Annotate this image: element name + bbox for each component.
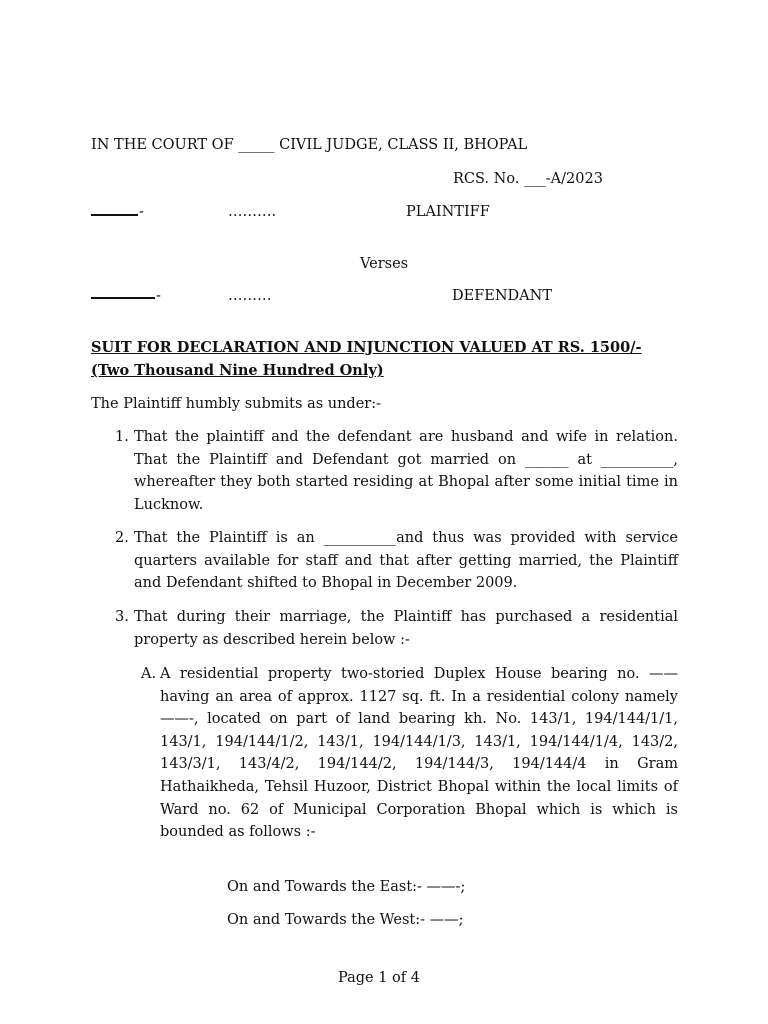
list-item-number: 2. bbox=[115, 530, 129, 546]
list-item-number: 1. bbox=[115, 429, 129, 445]
intro-text: The Plaintiff humbly submits as under:- bbox=[91, 396, 382, 412]
plaintiff-name-blank bbox=[91, 214, 138, 216]
boundary-east: On and Towards the East:- ——-; bbox=[227, 879, 466, 895]
sub-list-item-letter: A. bbox=[141, 666, 157, 682]
list-item-text: That during their marriage, the Plaintiff has purchased a residential property as described herein below :- bbox=[134, 609, 678, 648]
case-number: RCS. No. ___-A/2023 bbox=[453, 171, 603, 187]
court-heading: IN THE COURT OF _____ CIVIL JUDGE, CLASS II, BHOPAL bbox=[91, 137, 528, 153]
defendant-name-blank bbox=[91, 297, 155, 299]
sub-list-item bbox=[141, 663, 678, 844]
plaintiff-label: PLAINTIFF bbox=[406, 204, 490, 220]
boundary-west: On and Towards the West:- ——; bbox=[227, 912, 464, 928]
list-item-number: 3. bbox=[115, 609, 129, 625]
plaintiff-dots: ………. bbox=[228, 204, 277, 220]
plaintiff-name-tail: - bbox=[139, 204, 144, 220]
versus-label: Verses bbox=[360, 256, 409, 272]
list-item-text: That the Plaintiff is an __________and thus was provided with service quarters available for staff and that after getting married, the Plaintiff and Defendant shifted to Bhopal in December 2009. bbox=[134, 530, 678, 592]
defendant-label: DEFENDANT bbox=[452, 288, 552, 304]
list-item-text: That the plaintiff and the defendant are husband and wife in relation. That the Plaintiff and Defendant got married on ______ at __________, whereafter they both started residing at Bhopal after some initial time in Lucknow. bbox=[134, 429, 678, 513]
list-item bbox=[115, 426, 678, 516]
defendant-name-tail: - bbox=[156, 288, 161, 304]
suit-title: SUIT FOR DECLARATION AND INJUNCTION VALUED AT RS. 1500/- bbox=[91, 339, 642, 356]
sub-list-item-text: A residential property two-storied Duplex House bearing no. —— having an area of approx. 1127 sq. ft. In a residential colony namely ——-, located on part of land bearing kh. No. 143/1, 194/144/1/1, 143/1, 194/144/1/2, 143/1, 194/144/1/3, 143/1, 194/144/1/4, 143/2, 143/3/1, 143/4/2, 194/144/2, 194/144/3, 194/144/4 in Gram Hathaikheda, Tehsil Huzoor, District Bhopal within the local limits of Ward no. 62 of Municipal Corporation Bhopal which is which is bounded as follows :- bbox=[160, 666, 678, 841]
defendant-dots: ……… bbox=[228, 288, 272, 304]
page-number: Page 1 of 4 bbox=[338, 970, 420, 986]
list-item bbox=[115, 606, 678, 651]
suit-subtitle: (Two Thousand Nine Hundred Only) bbox=[91, 362, 384, 379]
list-item bbox=[115, 527, 678, 595]
